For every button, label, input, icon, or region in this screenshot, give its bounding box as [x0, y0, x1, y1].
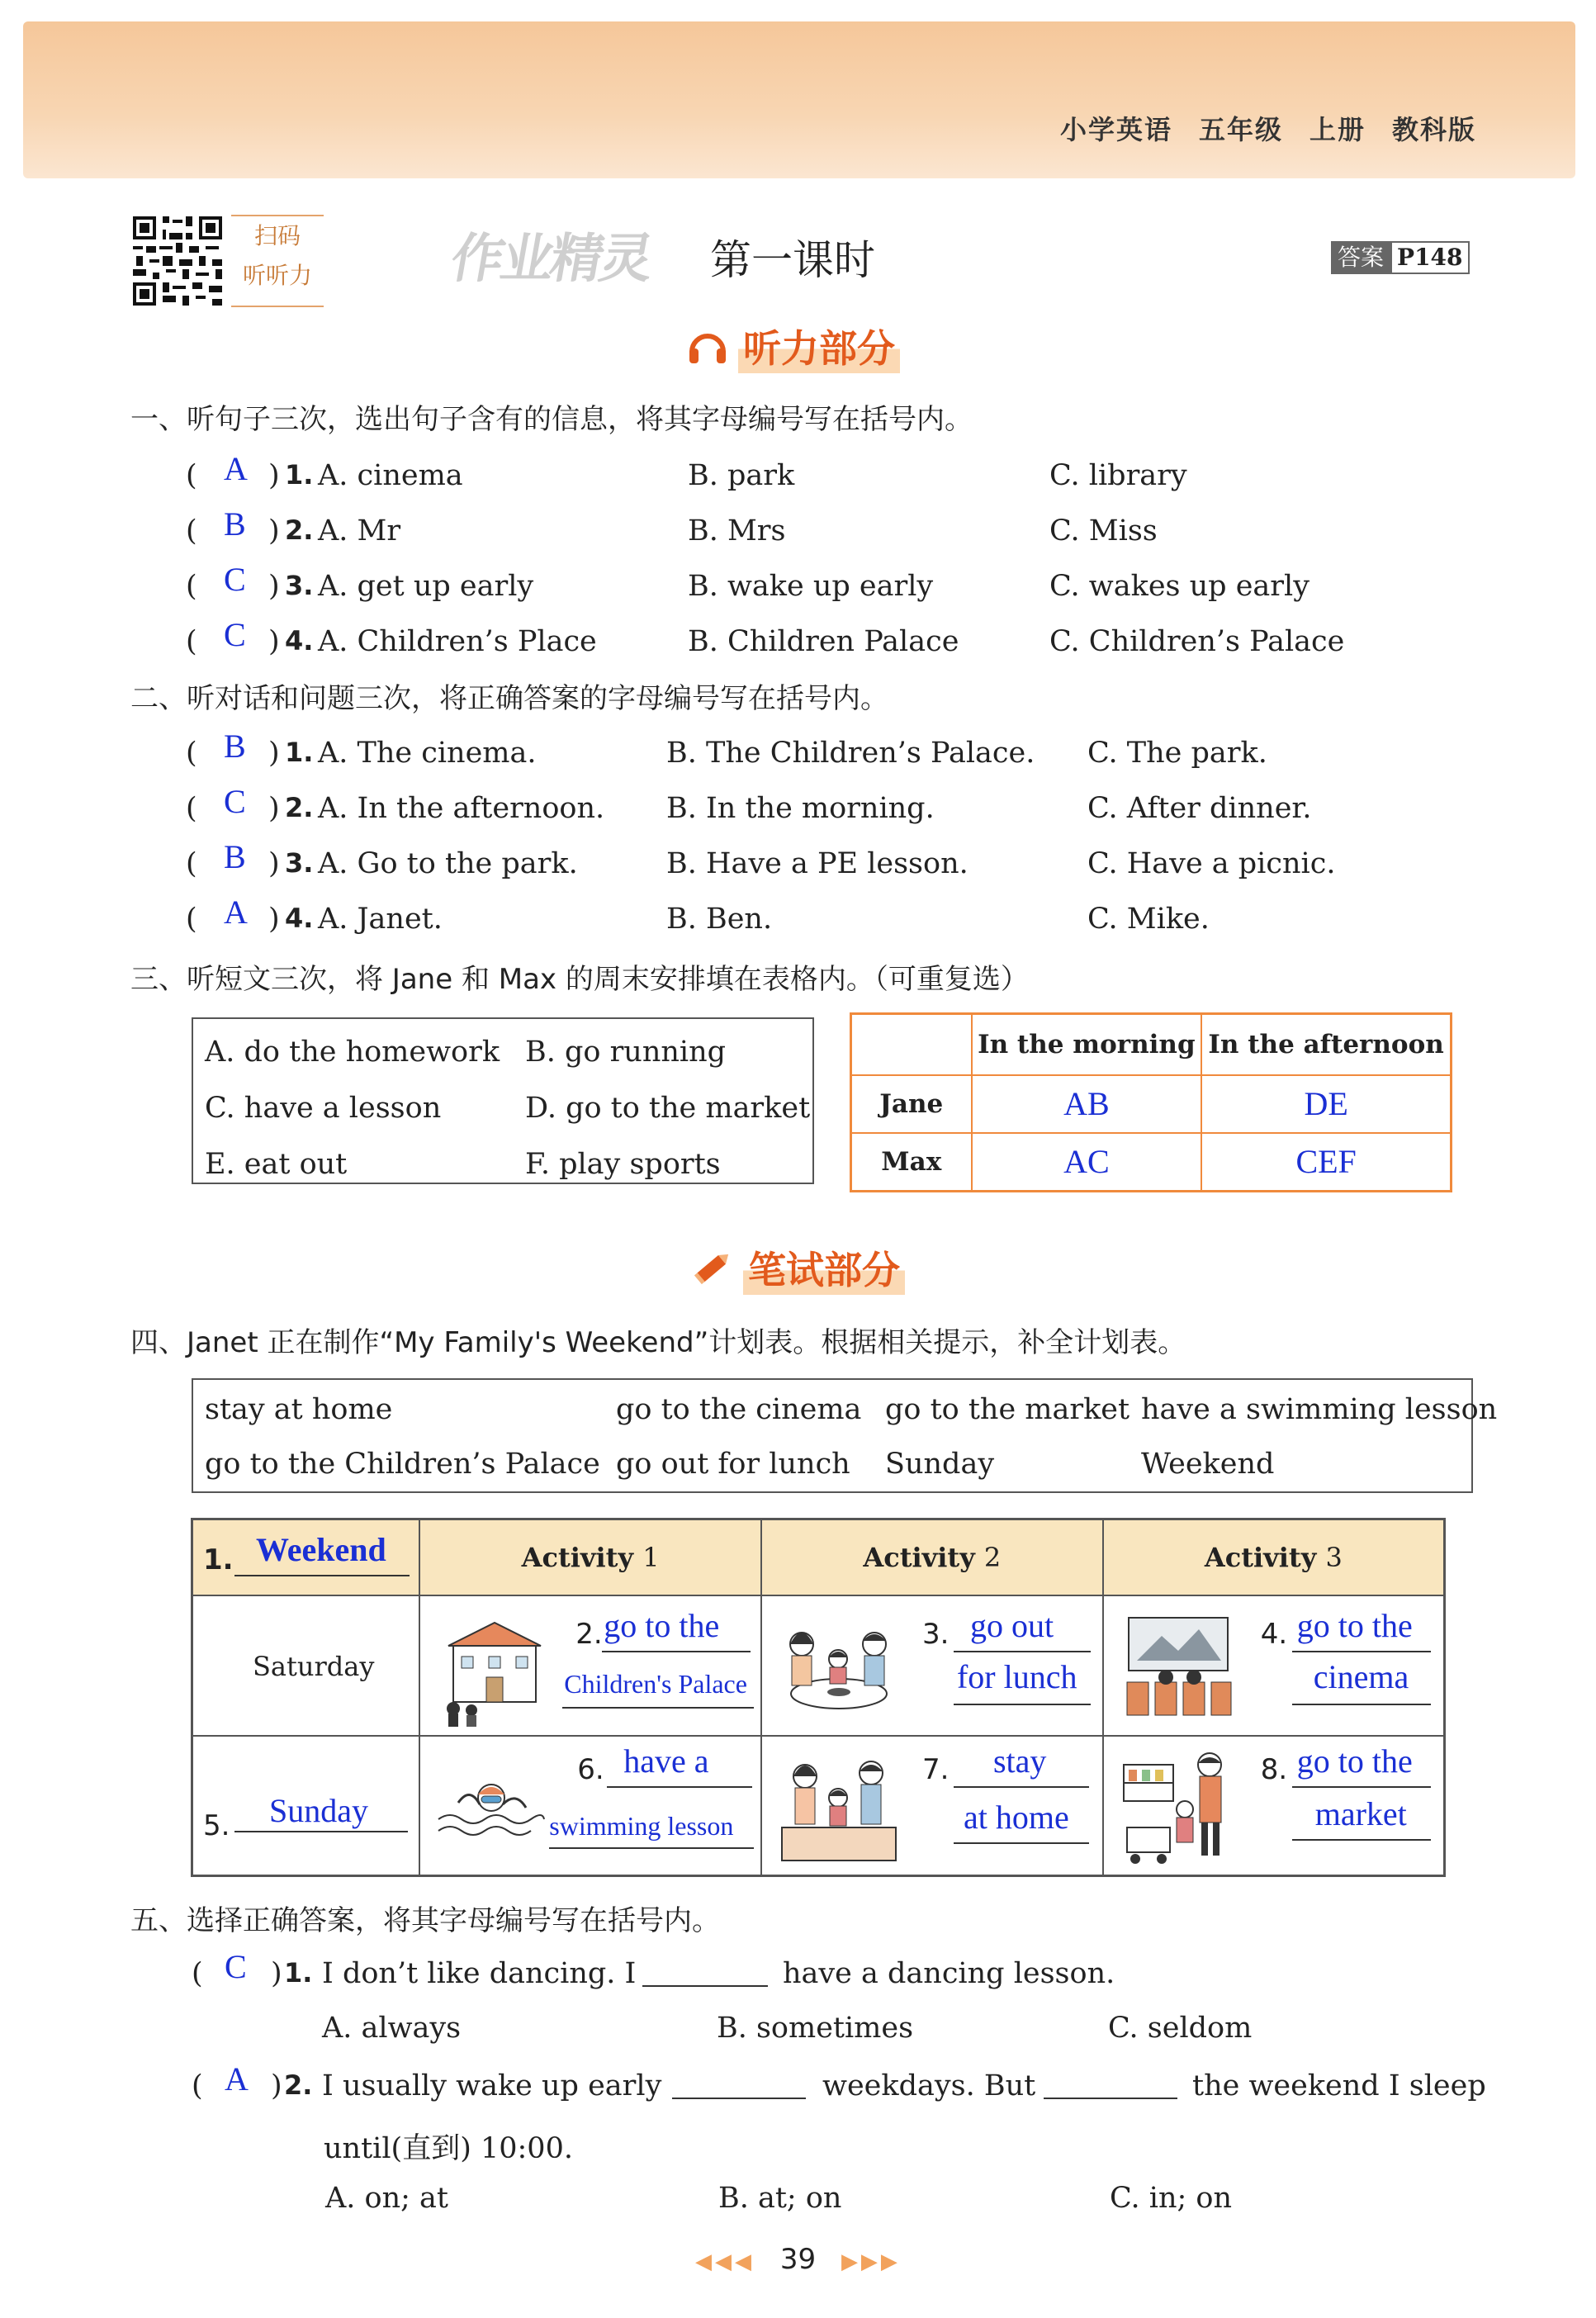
open-paren: (: [186, 847, 197, 880]
max-morning-answer[interactable]: AC: [972, 1133, 1202, 1192]
section2-heading: 二、听对话和问题三次，将正确答案的字母编号写在括号内。: [130, 682, 888, 715]
word-bank: [192, 1378, 1498, 1493]
option-b: B. Ben.: [666, 903, 773, 936]
close-paren: ): [268, 514, 280, 548]
lunch-picture: [777, 1611, 901, 1727]
question-number: 1.: [285, 737, 314, 768]
volume-label: 上册: [1309, 114, 1366, 145]
question-number: 3.: [285, 570, 314, 601]
close-paren: ): [268, 570, 280, 603]
answer-letter[interactable]: B: [224, 838, 246, 875]
option-c: C. wakes up early: [1049, 570, 1309, 603]
max-afternoon-answer[interactable]: CEF: [1201, 1133, 1451, 1192]
weekend-schedule-table: [850, 1012, 1452, 1192]
answer-6-line1[interactable]: have a: [623, 1742, 709, 1780]
scan-to-listen-label: 扫码 听听力: [231, 215, 324, 307]
question-number: 3.: [285, 847, 314, 879]
s5-q2-option-a: A. on; at: [325, 2182, 448, 2215]
s5-q1-blank: [642, 1962, 768, 1987]
market-picture: [1119, 1748, 1243, 1869]
section4-heading: 四、Janet 正在制作“My Family's Weekend”计划表。根据相关提示，补全计划表。: [130, 1326, 1186, 1359]
plan-header-activity-3: Activity 3: [1103, 1519, 1445, 1595]
answer-8-line2[interactable]: market: [1314, 1794, 1407, 1832]
weekend-plan-table: [191, 1518, 1446, 1877]
next-arrows-icon: ▶▶▶: [841, 2249, 901, 2274]
answer-4-line1[interactable]: go to the: [1296, 1606, 1413, 1644]
answer-letter[interactable]: A: [224, 450, 248, 487]
question-number: 2.: [285, 514, 314, 546]
answer-2-line1[interactable]: go to the: [604, 1606, 720, 1644]
section5-heading: 五、选择正确答案，将其字母编号写在括号内。: [130, 1904, 720, 1937]
option-item: A. do the homework: [205, 1036, 500, 1069]
word-item: have a swimming lesson: [1141, 1393, 1498, 1426]
s5-q1-option-b: B. sometimes: [717, 2012, 914, 2045]
row-jane: Jane: [851, 1075, 972, 1133]
answer-label: 答案: [1331, 241, 1390, 274]
watermark: 作业精灵: [446, 229, 656, 290]
lesson-title: 第一课时: [710, 236, 875, 284]
option-item: C. have a lesson: [205, 1092, 442, 1125]
listening-banner: [685, 317, 900, 375]
answer-letter[interactable]: C: [224, 783, 246, 820]
option-a: A. Children’s Place: [318, 625, 597, 658]
option-a: A. cinema: [318, 459, 463, 492]
option-b: B. The Children’s Palace.: [666, 737, 1035, 770]
col-afternoon: In the afternoon: [1201, 1014, 1451, 1075]
option-a: A. Go to the park.: [318, 847, 578, 880]
question-number: 4.: [285, 903, 314, 934]
s5-q1-option-a: A. always: [322, 2012, 462, 2045]
option-item: F. play sports: [525, 1148, 721, 1181]
option-item: B. go running: [525, 1036, 727, 1069]
answer-3-line2[interactable]: for lunch: [956, 1657, 1077, 1695]
word-item: stay at home: [205, 1393, 393, 1426]
s5-q2-blank-2: [1044, 2074, 1177, 2099]
option-b: B. wake up early: [688, 570, 934, 603]
close-paren: ): [268, 903, 280, 936]
s5-q2-option-c: C. in; on: [1110, 2182, 1233, 2215]
writing-banner-text: 笔试部分: [743, 1240, 905, 1295]
question-number: 2.: [285, 792, 314, 823]
option-b: B. Children Palace: [688, 625, 959, 658]
answer-4-line2[interactable]: cinema: [1313, 1657, 1409, 1695]
close-paren: ): [268, 625, 280, 658]
listening-banner-text: 听力部分: [738, 319, 900, 373]
cinema-picture: [1120, 1611, 1236, 1727]
col-morning: In the morning: [972, 1014, 1202, 1075]
plan-header-cell-1: 1. Weekend: [192, 1519, 420, 1595]
word-item: go out for lunch: [616, 1448, 850, 1481]
qr-code[interactable]: [130, 213, 225, 309]
grade-label: 五年级: [1198, 114, 1283, 145]
option-b: B. Mrs: [688, 514, 786, 548]
answer-2-line2[interactable]: Children's Palace: [564, 1668, 747, 1699]
open-paren: (: [186, 903, 197, 936]
option-a: A. get up early: [318, 570, 534, 603]
option-c: C. Have a picnic.: [1087, 847, 1336, 880]
book-info: [1034, 109, 1476, 147]
answer-8-line1[interactable]: go to the: [1296, 1742, 1413, 1780]
close-paren: ): [268, 737, 280, 770]
saturday-activity-1: 2. go to the Children's Palace: [419, 1595, 761, 1736]
option-c: C. library: [1049, 459, 1187, 492]
option-c: C. The park.: [1087, 737, 1267, 770]
option-c: C. Miss: [1049, 514, 1158, 548]
section1-heading: 一、听句子三次，选出句子含有的信息，将其字母编号写在括号内。: [130, 403, 973, 436]
answer-5[interactable]: Sunday: [269, 1791, 368, 1829]
answer-7-line1[interactable]: stay: [992, 1742, 1047, 1780]
option-b: B. park: [688, 459, 795, 492]
s5-q1-option-c: C. seldom: [1108, 2012, 1253, 2045]
saturday-cell: Saturday: [192, 1595, 420, 1736]
corner-cell: [851, 1014, 972, 1075]
header-band: [23, 21, 1575, 178]
answer-7-line2[interactable]: at home: [963, 1798, 1069, 1836]
s5-q2-blank-1: [672, 2074, 806, 2099]
answer-6-line2[interactable]: swimming lesson: [549, 1810, 734, 1841]
option-a: A. In the afternoon.: [318, 792, 605, 825]
word-item: Weekend: [1141, 1448, 1275, 1481]
headphones-icon: [685, 324, 730, 368]
page-footer: [0, 2243, 1596, 2276]
option-a: A. The cinema.: [318, 737, 537, 770]
option-c: C. Mike.: [1087, 903, 1210, 936]
plan-header-activity-1: Activity 1: [419, 1519, 761, 1595]
s5-q2-answer[interactable]: A: [225, 2060, 249, 2098]
row-max: Max: [851, 1133, 972, 1192]
answer-page: P148: [1390, 241, 1470, 274]
answer-letter[interactable]: B: [224, 505, 246, 543]
option-b: B. In the morning.: [666, 792, 935, 825]
answer-letter[interactable]: A: [224, 894, 248, 931]
jane-afternoon-answer[interactable]: DE: [1201, 1075, 1451, 1133]
jane-morning-answer[interactable]: AB: [972, 1075, 1202, 1133]
word-item: go to the cinema: [616, 1393, 862, 1426]
sunday-cell: 5. Sunday: [192, 1736, 420, 1876]
open-paren: (: [186, 737, 197, 770]
word-item: Sunday: [885, 1448, 995, 1481]
option-c: C. Children’s Palace: [1049, 625, 1345, 658]
prev-arrows-icon: ◀◀◀: [695, 2249, 755, 2274]
option-item: E. eat out: [205, 1148, 348, 1181]
option-a: A. Mr: [318, 514, 401, 548]
open-paren: (: [186, 792, 197, 825]
plan-header-activity-2: Activity 2: [761, 1519, 1103, 1595]
sunday-activity-1: 6. have a swimming lesson: [419, 1736, 761, 1876]
edition-label: 教科版: [1391, 114, 1476, 145]
option-a: A. Janet.: [318, 903, 443, 936]
close-paren: ): [268, 792, 280, 825]
option-b: B. Have a PE lesson.: [666, 847, 968, 880]
answer-letter[interactable]: B: [224, 728, 246, 765]
page-number: 39: [779, 2243, 817, 2276]
saturday-activity-2: 3. go out for lunch: [761, 1595, 1103, 1736]
word-item: go to the market: [885, 1393, 1130, 1426]
close-paren: ): [268, 847, 280, 880]
close-paren: ): [268, 459, 280, 492]
open-paren: (: [186, 625, 197, 658]
pencil-icon: [690, 1245, 735, 1290]
section3-heading: 三、听短文三次，将 Jane 和 Max 的周末安排填在表格内。（可重复选）: [130, 963, 1029, 996]
answer-1[interactable]: Weekend: [256, 1531, 386, 1568]
answer-3-line1[interactable]: go out: [969, 1606, 1054, 1644]
option-item: D. go to the market: [525, 1092, 811, 1125]
writing-banner: [690, 1239, 905, 1296]
question-number: 4.: [285, 625, 314, 657]
answer-letter[interactable]: C: [224, 616, 246, 653]
saturday-activity-3: 4. go to the cinema: [1103, 1595, 1445, 1736]
sunday-activity-3: 8. go to the market: [1103, 1736, 1445, 1876]
open-paren: (: [186, 570, 197, 603]
word-item: go to the Children’s Palace: [205, 1448, 600, 1481]
open-paren: (: [186, 459, 197, 492]
answer-letter[interactable]: C: [224, 561, 246, 598]
open-paren: (: [186, 514, 197, 548]
sunday-activity-2: 7. stay at home: [761, 1736, 1103, 1876]
question-number: 1.: [285, 459, 314, 491]
answer-page-ref: [1331, 241, 1470, 274]
swimming-picture: [433, 1761, 549, 1852]
palace-picture: [437, 1611, 552, 1727]
s5-q2-option-b: B. at; on: [718, 2182, 842, 2215]
option-c: C. After dinner.: [1087, 792, 1312, 825]
option-box: [192, 1017, 814, 1184]
subject-label: 小学英语: [1059, 114, 1172, 145]
home-picture: [777, 1748, 901, 1869]
s5-q1-answer[interactable]: C: [225, 1948, 247, 1985]
